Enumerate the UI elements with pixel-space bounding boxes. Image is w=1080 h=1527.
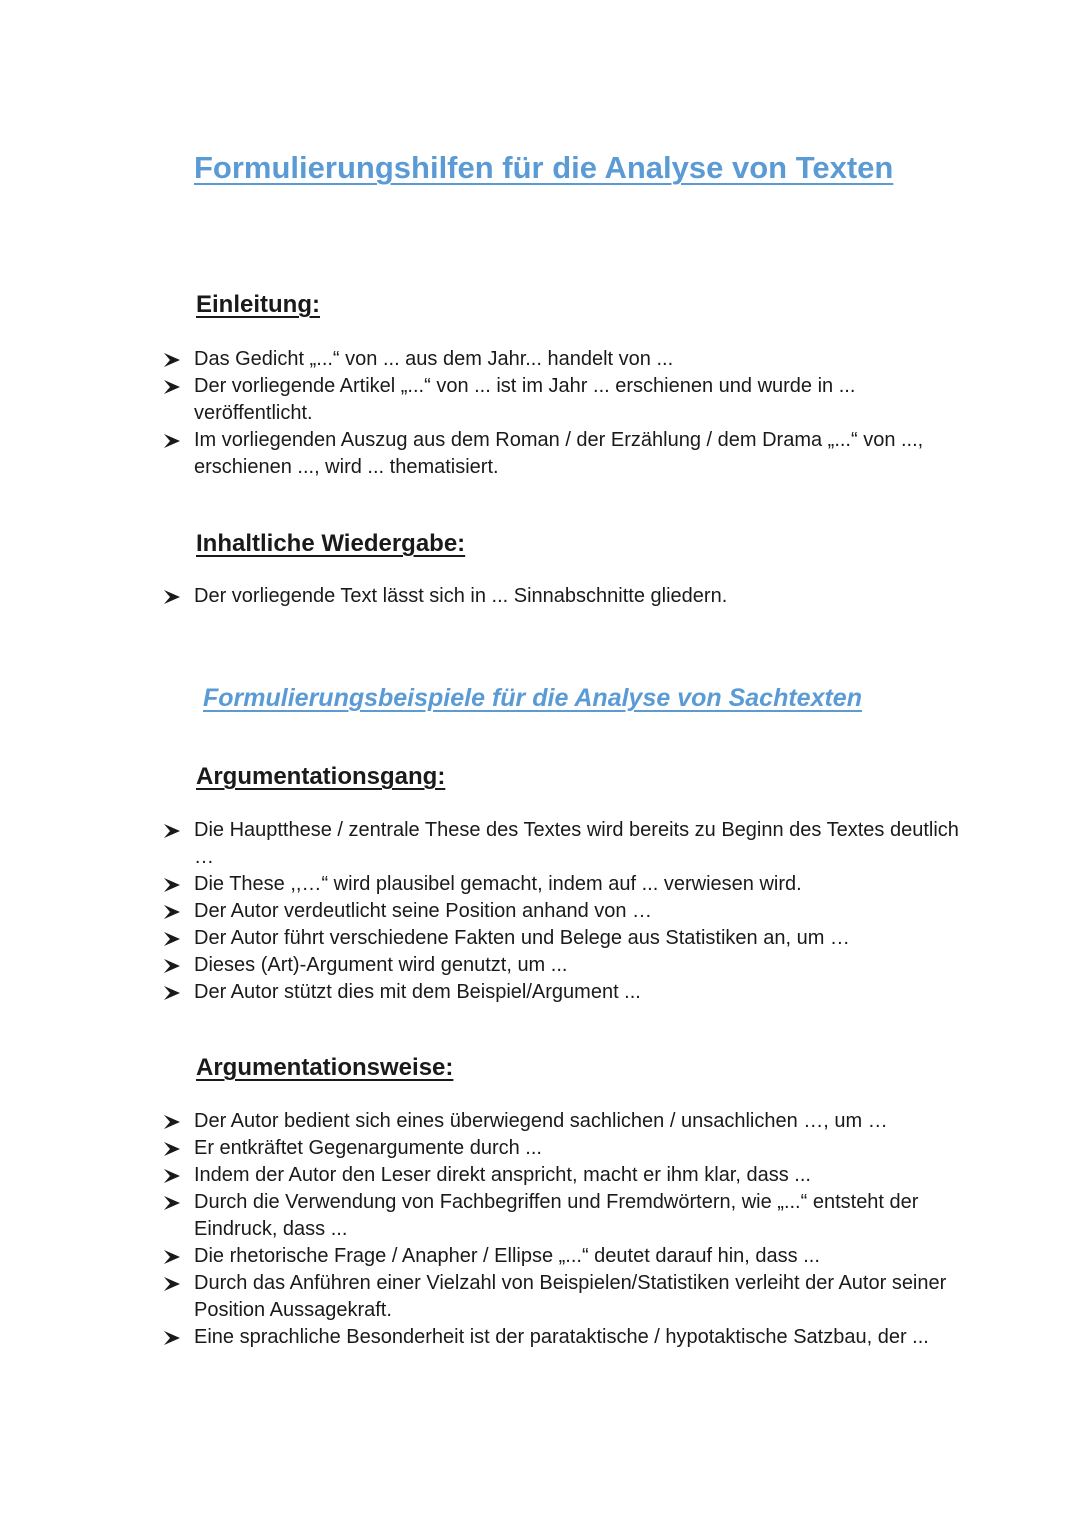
list-item: Die Hauptthese / zentrale These des Textes wird bereits zu Beginn des Textes deutlich … [162, 817, 962, 871]
list-item: Die rhetorische Frage / Anapher / Ellipse „...“ deutet darauf hin, dass ... [162, 1243, 962, 1270]
arrow-bullet-icon [164, 1250, 180, 1264]
arrow-bullet-icon [164, 986, 180, 1000]
list-item: Im vorliegenden Auszug aus dem Roman / der Erzählung / dem Drama „...“ von ..., erschienen ..., wird ... thematisiert. [162, 427, 962, 481]
list-item: Das Gedicht „...“ von ... aus dem Jahr... handelt von ... [162, 346, 962, 373]
arrow-bullet-icon [164, 353, 180, 367]
list-item: Der Autor führt verschiedene Fakten und Belege aus Statistiken an, um … [162, 925, 962, 952]
argumentationsgang-list [162, 817, 962, 1006]
arrow-bullet-icon [164, 932, 180, 946]
einleitung-list [162, 346, 962, 481]
list-item: Der vorliegende Text lässt sich in ... Sinnabschnitte gliedern. [162, 583, 962, 610]
arrow-bullet-icon [164, 878, 180, 892]
arrow-bullet-icon [164, 1196, 180, 1210]
page-title: Formulierungshilfen für die Analyse von Texten [194, 150, 894, 185]
arrow-bullet-icon [164, 1142, 180, 1156]
arrow-bullet-icon [164, 590, 180, 604]
list-item: Die These ,,…“ wird plausibel gemacht, indem auf ... verwiesen wird. [162, 871, 962, 898]
list-item: Der Autor bedient sich eines überwiegend sachlichen / unsachlichen …, um … [162, 1108, 962, 1135]
list-item: Durch das Anführen einer Vielzahl von Beispielen/Statistiken verleiht der Autor seiner Position Aussagekraft. [162, 1270, 962, 1324]
list-item: Indem der Autor den Leser direkt anspricht, macht er ihm klar, dass ... [162, 1162, 962, 1189]
arrow-bullet-icon [164, 824, 180, 838]
arrow-bullet-icon [164, 959, 180, 973]
section-heading-argumentationsgang: Argumentationsgang: [196, 763, 446, 790]
list-item: Er entkräftet Gegenargumente durch ... [162, 1135, 962, 1162]
arrow-bullet-icon [164, 1169, 180, 1183]
list-item: Durch die Verwendung von Fachbegriffen und Fremdwörtern, wie „...“ entsteht der Eindruck, dass ... [162, 1189, 962, 1243]
list-item: Eine sprachliche Besonderheit ist der parataktische / hypotaktische Satzbau, der ... [162, 1324, 962, 1351]
arrow-bullet-icon [164, 1331, 180, 1345]
arrow-bullet-icon [164, 1277, 180, 1291]
inhaltliche-wiedergabe-list [162, 583, 962, 610]
arrow-bullet-icon [164, 905, 180, 919]
arrow-bullet-icon [164, 1115, 180, 1129]
list-item: Der vorliegende Artikel „...“ von ... ist im Jahr ... erschienen und wurde in ... veröffentlicht. [162, 373, 962, 427]
arrow-bullet-icon [164, 434, 180, 448]
list-item: Der Autor verdeutlicht seine Position anhand von … [162, 898, 962, 925]
section-heading-einleitung: Einleitung: [196, 291, 320, 318]
list-item: Dieses (Art)-Argument wird genutzt, um ... [162, 952, 962, 979]
arrow-bullet-icon [164, 380, 180, 394]
list-item: Der Autor stützt dies mit dem Beispiel/Argument ... [162, 979, 962, 1006]
subtitle: Formulierungsbeispiele für die Analyse von Sachtexten [203, 684, 862, 712]
section-heading-inhaltliche-wiedergabe: Inhaltliche Wiedergabe: [196, 530, 466, 557]
argumentationsweise-list [162, 1108, 962, 1351]
section-heading-argumentationsweise: Argumentationsweise: [196, 1054, 454, 1081]
